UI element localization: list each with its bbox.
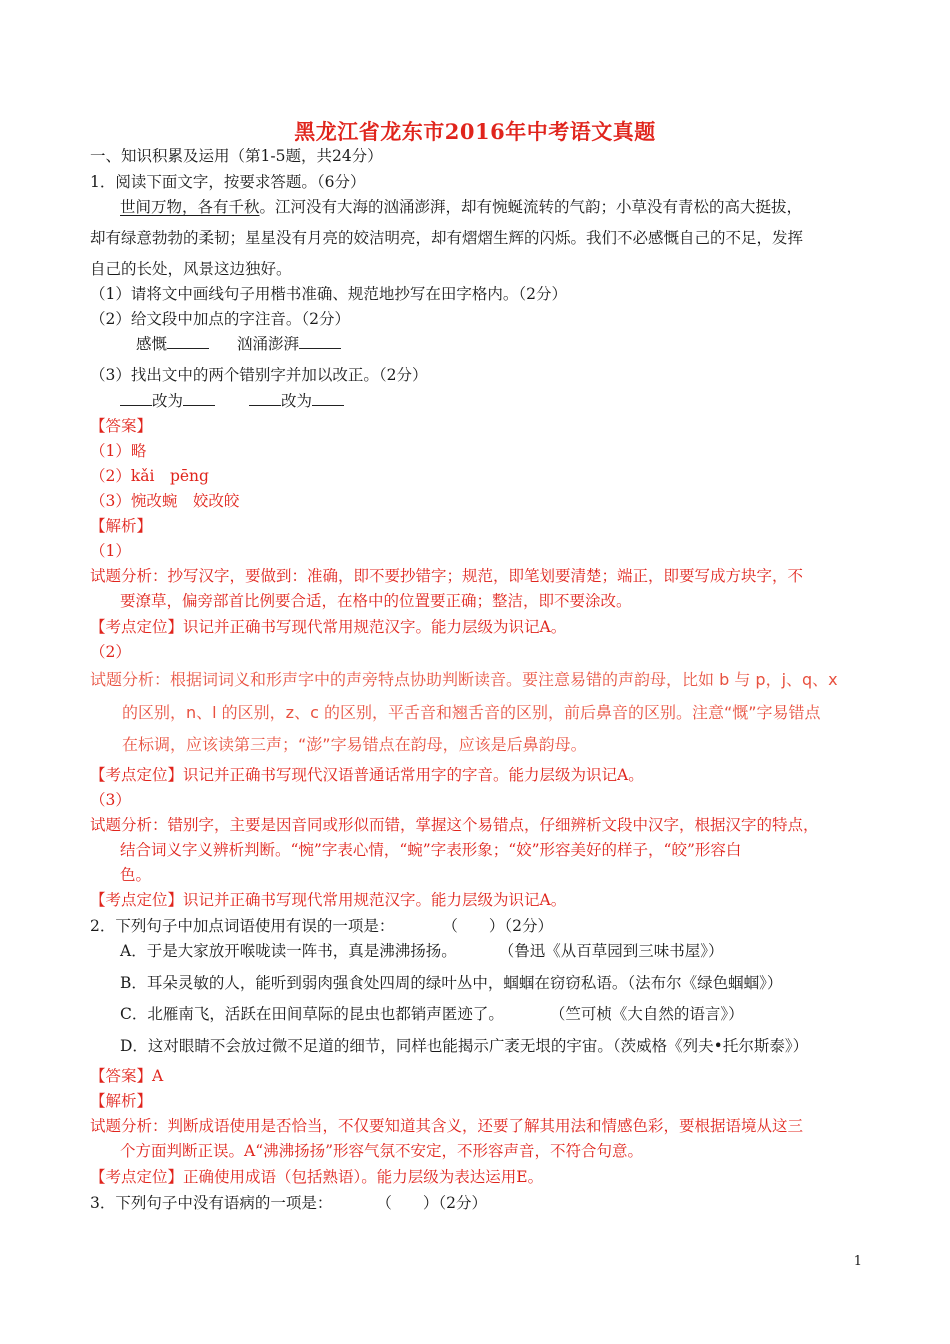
analysis-text: 色。 xyxy=(120,866,152,884)
q1-sub3-blanks: 改为 改为 xyxy=(120,391,344,411)
analysis-label: 【解析】 xyxy=(90,1092,153,1110)
answer-blank[interactable] xyxy=(120,391,152,406)
answer-blank[interactable] xyxy=(299,334,341,349)
q2-stem: 2．下列句子中加点词语使用有误的一项是： （ ）（2分） xyxy=(90,917,553,935)
analysis-text: 个方面判断正误。A“沸沸扬扬”形容气氛不安定，不形容声音，不符合句意。 xyxy=(120,1142,644,1160)
answer-blank[interactable] xyxy=(167,334,209,349)
analysis-part-label: （1） xyxy=(90,542,131,560)
answer-line: （1）略 xyxy=(90,442,147,460)
answer-label: 【答案】 xyxy=(90,417,153,435)
analysis-text: 试题分析：错别字，主要是因音同或形似而错，掌握这个易错点，仔细辨析文段中汉字，根据汉字的特点， xyxy=(90,816,819,834)
page-title: 黑龙江省龙东市2016年中考语文真题 xyxy=(294,119,656,144)
analysis-text: 在标调，应该读第三声；“澎”字易错点在韵母，应该是后鼻韵母。 xyxy=(122,735,587,754)
section-heading: 一、知识积累及运用（第1-5题，共24分） xyxy=(90,147,383,165)
answer-line: （2）kǎi pēng xyxy=(90,467,209,485)
knowledge-point: 【考点定位】识记并正确书写现代常用规范汉字。能力层级为识记A。 xyxy=(90,891,567,909)
analysis-text: 试题分析：根据词词义和形声字中的声旁特点协助判断读音。要注意易错的声韵母，比如 b 与 p，j、q、x xyxy=(90,670,838,689)
q1-stem: 1．阅读下面文字，按要求答题。（6分） xyxy=(90,173,366,191)
analysis-part-label: （2） xyxy=(90,643,131,661)
q2-option-b: B．耳朵灵敏的人，能听到弱肉强食处四周的绿叶丛中，蝈蝈在窃窃私语。（法布尔《绿色蝈蝈》） xyxy=(120,974,783,992)
answer-blank[interactable] xyxy=(312,391,344,406)
q1-sub2: （2）给文段中加点的字注音。（2分） xyxy=(90,310,350,328)
knowledge-point: 【考点定位】识记并正确书写现代汉语普通话常用字的字音。能力层级为识记A。 xyxy=(90,766,644,784)
analysis-text: 要潦草，偏旁部首比例要合适，在格中的位置要正确；整洁，即不要涂改。 xyxy=(120,592,632,610)
q3-stem: 3．下列句子中没有语病的一项是： （ ）（2分） xyxy=(90,1194,487,1212)
answer-label: 【答案】A xyxy=(90,1067,164,1085)
analysis-part-label: （3） xyxy=(90,791,131,809)
q2-option-d: D．这对眼睛不会放过微不足道的细节，同样也能揭示广袤无垠的宇宙。（茨威格《列夫•托尔斯泰》） xyxy=(120,1037,809,1055)
q1-sub3: （3）找出文中的两个错别字并加以改正。（2分） xyxy=(90,366,428,384)
analysis-text: 结合词义字义辨析判断。“惋”字表心情，“蜿”字表形象；“姣”形容美好的样子，“皎”形容白 xyxy=(120,841,742,859)
underlined-sentence: 世间万物，各有千秋 xyxy=(120,198,260,216)
q1-sub2-blanks: 感慨 汹涌澎湃 xyxy=(136,334,341,354)
q1-passage-line-1: 世间万物，各有千秋。江河没有大海的汹涌澎湃，却有惋蜒流转的气韵；小草没有青松的高大挺拔， xyxy=(120,198,803,216)
page-number: 1 xyxy=(853,1254,862,1269)
answer-line: （3）惋改蜿 姣改皎 xyxy=(90,492,240,510)
knowledge-point: 【考点定位】识记并正确书写现代常用规范汉字。能力层级为识记A。 xyxy=(90,618,567,636)
analysis-text: 的区别，n、l 的区别，z、c 的区别，平舌音和翘舌音的区别，前后鼻音的区别。注意“慨”字易错点 xyxy=(122,703,821,722)
answer-blank[interactable] xyxy=(249,391,281,406)
q1-sub1: （1）请将文中画线句子用楷书准确、规范地抄写在田字格内。（2分） xyxy=(90,285,567,303)
q2-option-c: C．北雁南飞，活跃在田间草际的昆虫也都销声匿迹了。 （竺可桢《大自然的语言》） xyxy=(120,1005,744,1023)
analysis-label: 【解析】 xyxy=(90,517,153,535)
analysis-text: 试题分析：抄写汉字，要做到：准确，即不要抄错字；规范，即笔划要清楚；端正，即要写成方块字，不 xyxy=(90,567,804,585)
q1-passage-line-2: 却有绿意勃勃的柔韧；星星没有月亮的姣洁明亮，却有熠熠生辉的闪烁。我们不必感慨自己的不足，发挥 xyxy=(90,229,804,247)
analysis-text: 试题分析：判断成语使用是否恰当，不仅要知道其含义，还要了解其用法和情感色彩，要根据语境从这三 xyxy=(90,1117,804,1135)
knowledge-point: 【考点定位】正确使用成语（包括熟语）。能力层级为表达运用E。 xyxy=(90,1168,544,1186)
q2-option-a: A．于是大家放开喉咙读一阵书，真是沸沸扬扬。 （鲁迅《从百草园到三味书屋》） xyxy=(120,942,724,960)
q1-passage-line-3: 自己的长处，风景这边独好。 xyxy=(90,260,292,278)
answer-blank[interactable] xyxy=(183,391,215,406)
